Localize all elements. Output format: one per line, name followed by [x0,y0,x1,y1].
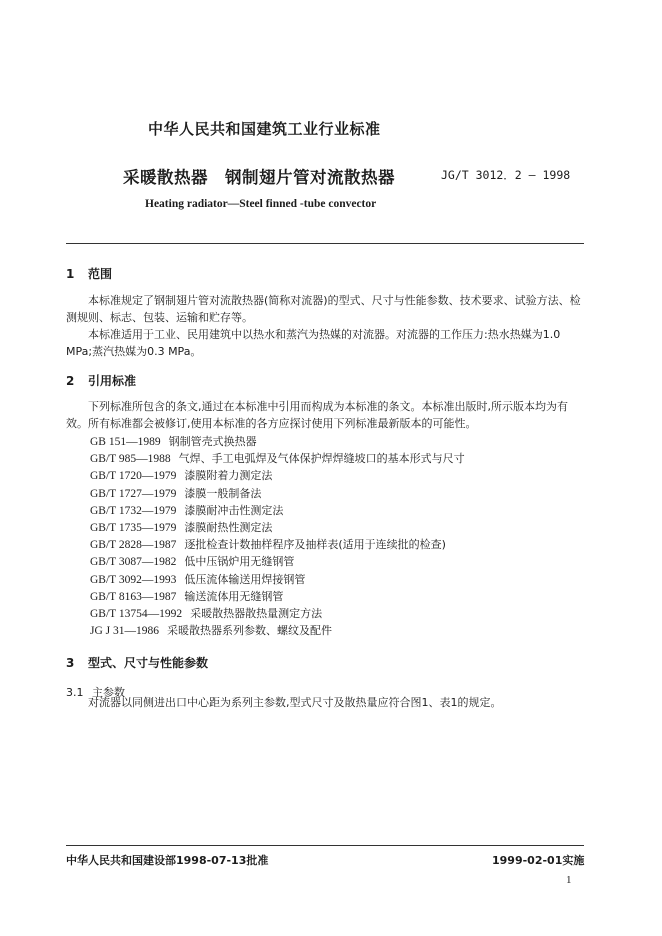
ref-code: GB/T 3092—1993 [90,573,177,586]
ref-code: GB/T 1727—1979 [90,487,177,500]
ref-title: 气焊、手工电弧焊及气体保护焊焊缝坡口的基本形式与尺寸 [178,452,465,466]
ref-code: GB/T 13754—1992 [90,607,183,620]
list-item [90,605,590,622]
ref-title: 漆膜一般制备法 [184,486,262,500]
ref-title: 采暖散热器系列参数、螺纹及配件 [167,624,333,638]
ref-title: 钢制管壳式换热器 [168,435,257,448]
english-title: Heating radiator—Steel finned -tube convector [145,198,377,210]
ref-title: 漆膜附着力测定法 [184,469,273,483]
list-item [90,553,590,570]
subsection-3-1-paragraph [66,694,586,711]
paragraph-text: 本标准适用于工业、民用建筑中以热水和蒸汽为热媒的对流器。对流器的工作压力:热水热媒为1.0 MPa;蒸汽热媒为0.3 MPa。 [66,328,561,358]
list-item [90,622,590,639]
list-item [90,571,590,588]
list-item [90,485,590,502]
header-divider [66,243,584,244]
document-title: 采暖散热器 钢制翅片管对流散热器 [123,168,395,187]
subsection-number: 3.1 [66,686,84,699]
list-item [90,450,590,467]
title-row [123,164,603,188]
ref-title: 低中压锅炉用无缝钢管 [184,555,295,569]
ref-title: 输送流体用无缝钢管 [184,589,284,603]
list-item [90,433,590,450]
paragraph-text: 下列标准所包含的条文,通过在本标准中引用而构成为本标准的条文。本标准出版时,所示版本均为有效。所有标准都会被修订,使用本标准的各方应探讨使用下列标准最新版本的可能性。 [66,400,568,430]
ref-code: GB/T 2828—1987 [90,539,177,552]
list-item [90,467,590,484]
section-3-heading [66,654,208,671]
section-title: 引用标准 [88,374,137,388]
list-item [90,588,590,605]
ref-code: GB/T 3087—1982 [90,556,177,569]
standard-code: JG/T 3012．2 — 1998 [441,168,571,182]
page-number: 1 [566,874,572,886]
ref-code: GB/T 1720—1979 [90,470,177,483]
list-item [90,536,590,553]
section-2-heading [66,372,136,389]
section-2-intro [66,398,586,432]
ref-title: 采暖散热器散热量测定方法 [190,606,323,620]
list-item [90,519,590,536]
referenced-standards-list [90,433,590,639]
effective-date: 1999-02-01实施 [492,854,585,867]
ref-code: GB 151—1989 [90,436,161,448]
ref-code: GB/T 985—1988 [90,453,171,466]
section-1-paragraph-2 [66,326,586,360]
ref-code: GB/T 1735—1979 [90,521,177,534]
industry-standard-header: 中华人民共和国建筑工业行业标准 [148,120,381,138]
ref-title: 漆膜耐冲击性测定法 [184,503,284,517]
section-1-heading [66,265,112,282]
section-number: 1 [66,267,75,281]
ref-title: 漆膜耐热性测定法 [184,520,273,534]
subsection-title: 主参数 [92,686,125,699]
list-item [90,502,590,519]
ref-title: 逐批检查计数抽样程序及抽样表(适用于连续批的检查) [184,538,446,552]
ref-code: GB/T 8163—1987 [90,590,177,603]
approval-issuer: 中华人民共和国建设部1998-07-13批准 [66,854,269,867]
paragraph-text: 本标准规定了钢制翅片管对流散热器(简称对流器)的型式、尺寸与性能参数、技术要求、试验方法、检测规则、标志、包装、运输和贮存等。 [66,294,581,324]
section-title: 型式、尺寸与性能参数 [88,656,209,670]
section-number: 2 [66,374,75,388]
section-1-paragraph-1 [66,292,586,326]
section-title: 范围 [88,267,113,281]
section-number: 3 [66,656,75,670]
ref-code: GB/T 1732—1979 [90,504,177,517]
ref-title: 低压流体输送用焊接钢管 [184,572,306,586]
footer-divider [66,845,584,846]
paragraph-text: 对流器以同侧进出口中心距为系列主参数,型式尺寸及散热量应符合图1、表1的规定。 [88,696,502,709]
ref-code: JG J 31—1986 [90,625,160,638]
